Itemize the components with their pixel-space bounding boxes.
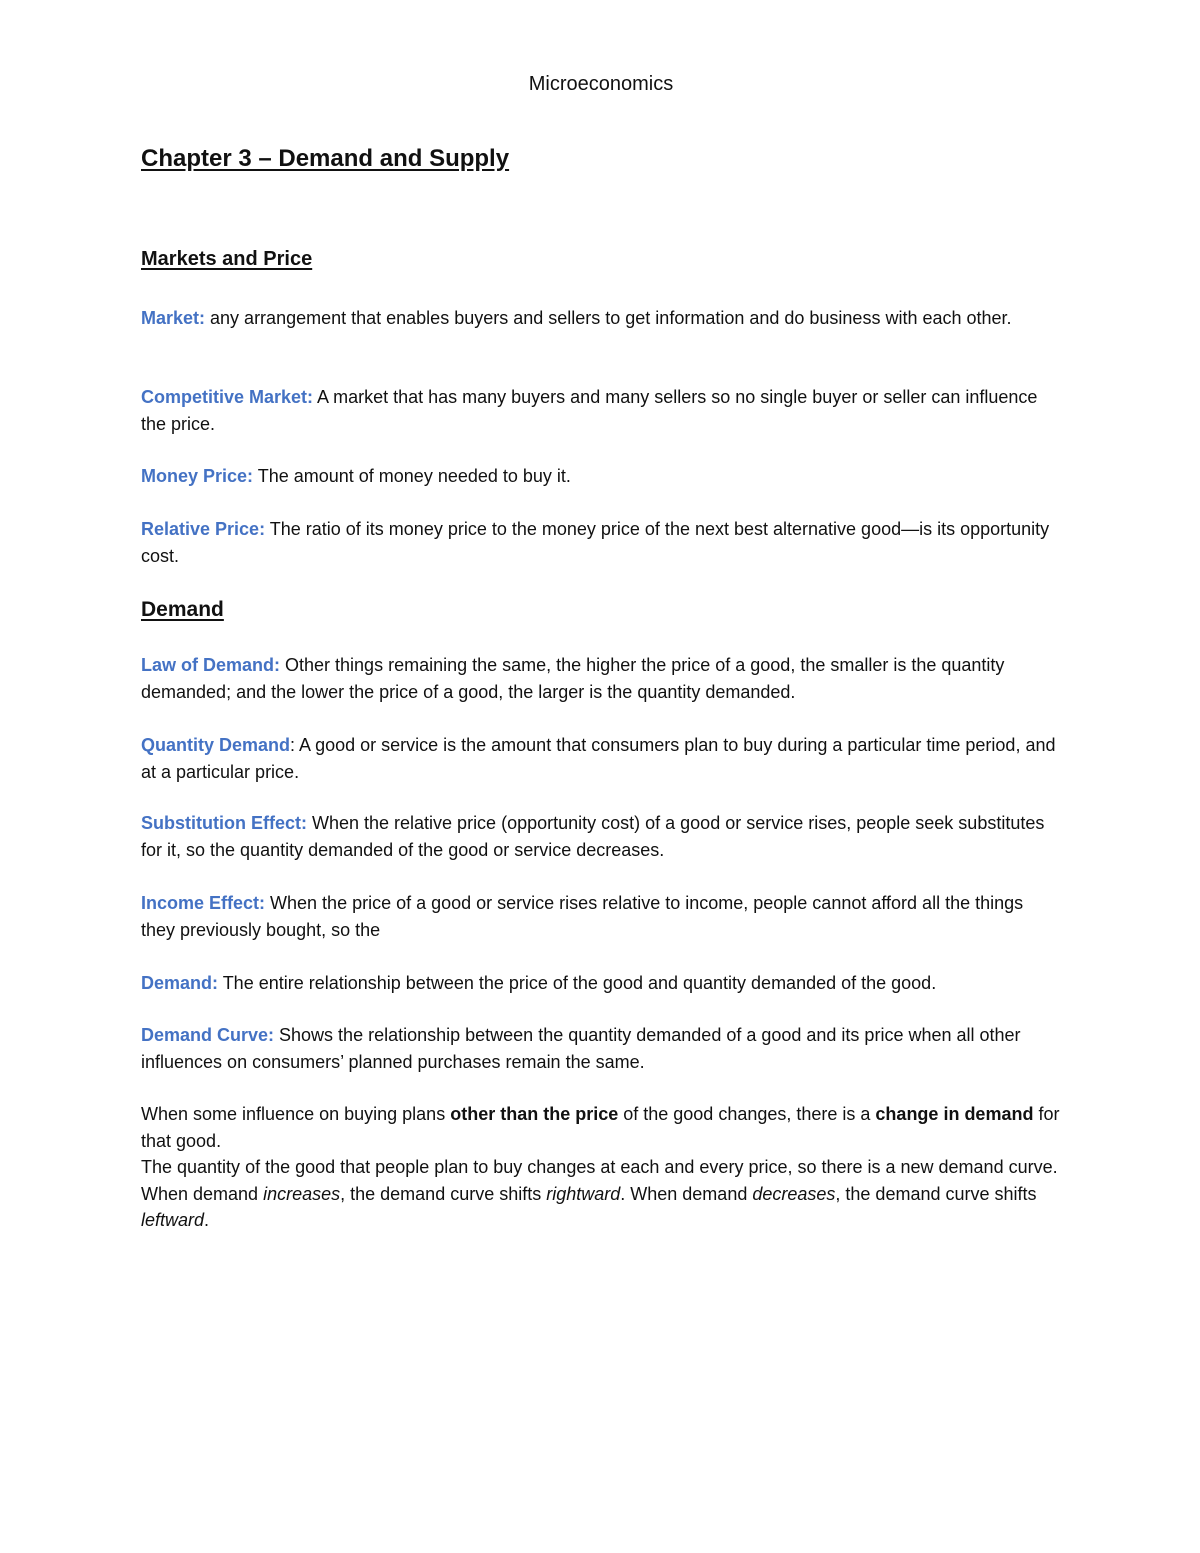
bold-run: other than the price xyxy=(450,1104,619,1124)
text-run: , the demand curve shifts xyxy=(835,1183,1037,1204)
text-run: . When demand xyxy=(620,1183,753,1204)
text-run: The quantity of the good that people plan to buy changes at each and every price, so there is a new demand curve. When demand xyxy=(141,1157,1058,1204)
term-colon: : xyxy=(290,735,296,755)
definition-text: When the relative price (opportunity cost) of a good or service rises, people seek substitutes for it, so the quantity demanded of the good or service decreases. xyxy=(141,813,1045,860)
paragraph-change-in-demand xyxy=(141,1101,1061,1234)
definition-money-price xyxy=(141,463,1061,490)
definition-substitution-effect xyxy=(141,810,1061,863)
page-header: Microeconomics xyxy=(528,73,674,95)
italic-run: leftward xyxy=(141,1210,205,1230)
definition-text: The entire relationship between the price of the good and quantity demanded of the good. xyxy=(218,973,937,993)
section-heading-demand: Demand xyxy=(141,598,224,621)
definition-quantity-demand xyxy=(141,732,1061,785)
text-run: , the demand curve shifts xyxy=(340,1183,547,1204)
text-run: When some influence on buying plans xyxy=(141,1104,451,1124)
term-label: Substitution Effect: xyxy=(141,813,307,833)
definition-text: The amount of money needed to buy it. xyxy=(253,466,571,486)
term-label: Money Price: xyxy=(141,466,254,486)
italic-run: rightward xyxy=(546,1183,621,1204)
term-label: Law of Demand: xyxy=(141,655,281,675)
bold-run: change in demand xyxy=(875,1104,1034,1124)
definition-text: any arrangement that enables buyers and sellers to get information and do business with each other. xyxy=(205,308,1012,328)
term-label: Relative Price: xyxy=(141,519,266,539)
definition-text: A good or service is the amount that consumers plan to buy during a particular time period, and at a particular price. xyxy=(141,735,1056,782)
term-label: Quantity Demand xyxy=(141,735,291,755)
definition-income-effect xyxy=(141,890,1061,943)
text-run: for that good. xyxy=(141,1104,1060,1151)
term-label: Competitive Market: xyxy=(141,387,314,407)
text-run: . xyxy=(204,1210,210,1230)
definition-market xyxy=(141,305,1061,332)
chapter-title: Chapter 3 – Demand and Supply xyxy=(141,145,510,172)
definition-law-of-demand xyxy=(141,652,1061,705)
term-label: Market: xyxy=(141,308,206,328)
italic-run: increases xyxy=(263,1183,341,1204)
definition-demand-curve xyxy=(141,1022,1061,1075)
italic-run: decreases xyxy=(752,1183,836,1204)
definition-competitive-market xyxy=(141,384,1061,437)
term-label: Income Effect: xyxy=(141,893,266,913)
definition-text: The ratio of its money price to the money price of the next best alternative good—is its opportunity cost. xyxy=(141,519,1050,566)
definition-text: Other things remaining the same, the higher the price of a good, the smaller is the quantity demanded; and the lower the price of a good, the larger is the quantity demanded. xyxy=(141,655,1005,702)
section-heading-markets-and-price: Markets and Price xyxy=(141,248,313,270)
term-label: Demand: xyxy=(141,973,219,993)
definition-demand xyxy=(141,970,1061,997)
definition-relative-price xyxy=(141,516,1061,569)
definition-text: A market that has many buyers and many sellers so no single buyer or seller can influence the price. xyxy=(141,387,1038,434)
definition-text: Shows the relationship between the quantity demanded of a good and its price when all other influences on consumers’ planned purchases remain the same. xyxy=(141,1025,1021,1072)
definition-text: When the price of a good or service rises relative to income, people cannot afford all the things they previously bought, so the xyxy=(141,893,1024,940)
term-label: Demand Curve: xyxy=(141,1025,275,1045)
text-run: of the good changes, there is a xyxy=(618,1104,876,1124)
